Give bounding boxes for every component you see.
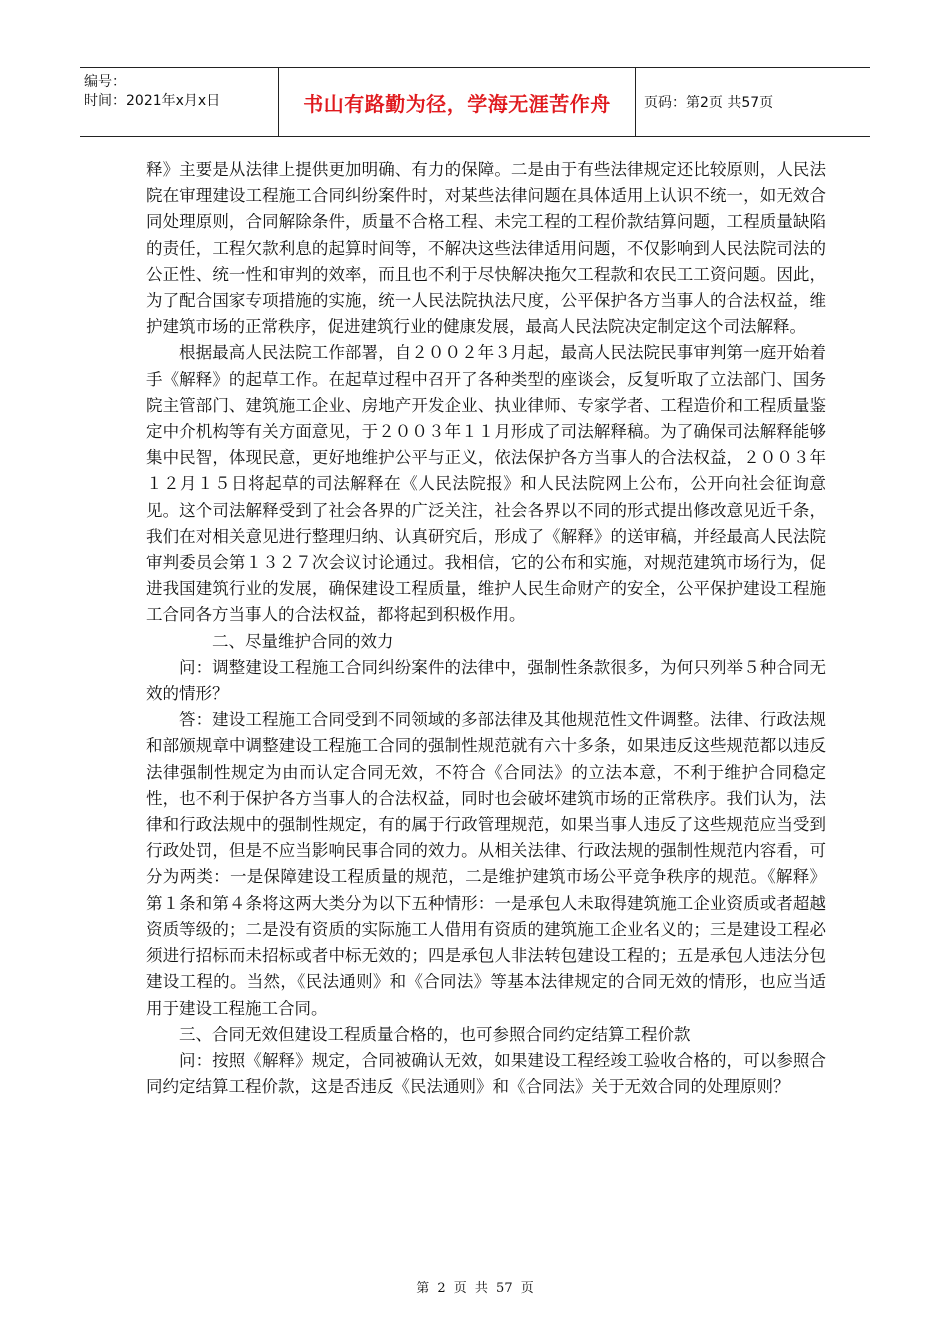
document-number-label: 编号： — [84, 74, 126, 90]
question-paragraph: 问：按照《解释》规定，合同被确认无效，如果建设工程经竣工验收合格的，可以参照合同约定结算工程价款，这是否违反《民法通则》和《合同法》关于无效合同的处理原则？ — [146, 1050, 826, 1097]
section-heading: 二、尽量维护合同的效力 — [212, 631, 394, 651]
paragraph: 释》主要是从法律上提供更加明确、有力的保障。二是由于有些法律规定还比较原则，人民法院在审理建设工程施工合同纠纷案件时，对某些法律问题在具体适用上认识不统一，如无效合同处理原则，合同解除条件，质量不合格工程、未完工程的工程价款结算问题，工程质量缺陷的责任，工程欠款利息的起算时间等，不解决这些法律适用问题，不仅影响到人民法院司法的公正性、统一性和审判的效率，而且也不利于尽快解决拖欠工程款和农民工工资问题。因此，为了配合国家专项措施的实施，统一人民法院执法尺度，公平保护各方当事人的合法权益，维护建筑市场的正常秩序，促进建筑行业的健康发展，最高人民法院决定制定这个司法解释。 — [146, 160, 826, 337]
section-heading: 三、合同无效但建设工程质量合格的，也可参照合同约定结算工程价款 — [179, 1024, 691, 1044]
header-page-info: 页码：第2页 共57页 — [644, 95, 774, 111]
page-header — [80, 67, 870, 137]
paragraph: 根据最高人民法院工作部署，自２００２年３月起，最高人民法院民事审判第一庭开始着手《解释》的起草工作。在起草过程中召开了各种类型的座谈会，反复听取了立法部门、国务院主管部门、建筑施工企业、房地产开发企业、执业律师、专家学者、工程造价和工程质量鉴定中介机构等有关方面意见，于２００３年１１月形成了司法解释稿。为了确保司法解释能够集中民智，体现民意，更好地维护公平与正义，依法保护各方当事人的合法权益，２００３年１２月１５日将起草的司法解释在《人民法院报》和人民法院网上公布，公开向社会征询意见。这个司法解释受到了社会各界的广泛关注，社会各界以不同的形式提出修改意见近千条，我们在对相关意见进行整理归纳、认真研究后，形成了《解释》的送审稿，并经最高人民法院审判委员会第１３２７次会议讨论通过。我相信，它的公布和实施，对规范建筑市场行为，促进我国建筑行业的发展，确保建设工程质量，维护人民生命财产的安全，公平保护建设工程施工合同各方当事人的合法权益，都将起到积极作用。 — [146, 343, 826, 625]
answer-paragraph: 答：建设工程施工合同受到不同领域的多部法律及其他规范性文件调整。法律、行政法规和部颁规章中调整建设工程施工合同的强制性规范就有六十多条，如果违反这些规范都以违反法律强制性规定为由而认定合同无效，不符合《合同法》的立法本意，不利于维护合同稳定性，也不利于保护各方当事人的合法权益，同时也会破坏建筑市场的正常秩序。我们认为，法律和行政法规中的强制性规定，有的属于行政管理规范，如果当事人违反了这些规范应当受到行政处罚，但是不应当影响民事合同的效力。从相关法律、行政法规的强制性规范内容看，可分为两类：一是保障建设工程质量的规范，二是维护建筑市场公平竞争秩序的规范。《解释》第１条和第４条将这两大类分为以下五种情形：一是承包人未取得建筑施工企业资质或者超越资质等级的；二是没有资质的实际施工人借用有资质的建筑施工企业名义的；三是建设工程必须进行招标而未招标或者中标无效的；四是承包人非法转包建设工程的；五是承包人违法分包建设工程的。当然，《民法通则》和《合同法》等基本法律规定的合同无效的情形，也应当适用于建设工程施工合同。 — [146, 710, 826, 1018]
header-motto: 书山有路勤为径，学海无涯苦作舟 — [278, 68, 636, 136]
document-time-label: 时间：2021年x月x日 — [84, 93, 221, 109]
document-body — [146, 157, 826, 1100]
page-footer: 第 2 页 共 57 页 — [416, 1281, 534, 1296]
header-meta — [80, 68, 278, 136]
question-paragraph: 问：调整建设工程施工合同纠纷案件的法律中，强制性条款很多，为何只列举５种合同无效的情形？ — [146, 657, 826, 704]
